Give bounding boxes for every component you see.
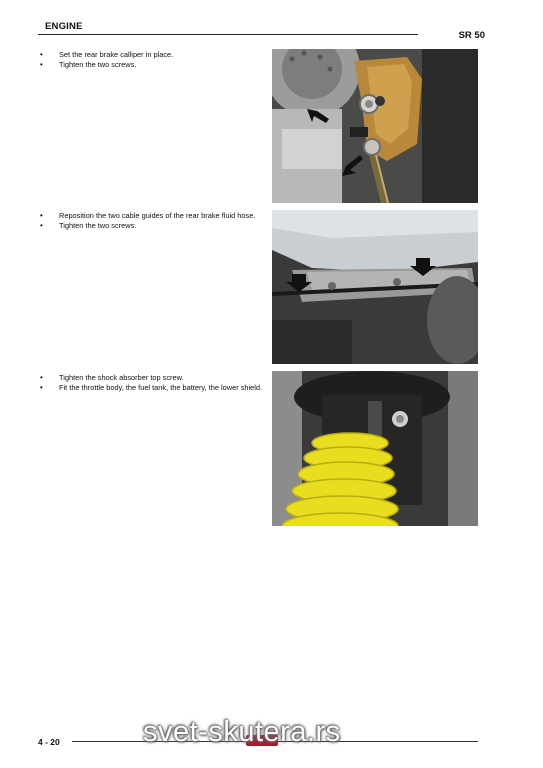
brake-caliper-photo	[272, 49, 478, 203]
step-item: • Tighten the two screws.	[38, 221, 263, 231]
step-item: • Fit the throttle body, the fuel tank, the battery, the lower shield.	[38, 383, 263, 393]
section-title: ENGINE	[45, 21, 83, 32]
step-item: • Tighten the two screws.	[38, 60, 263, 70]
page-number: 4 - 20	[38, 737, 60, 747]
model-label: SR 50	[458, 30, 485, 41]
step-item: • Set the rear brake calliper in place.	[38, 50, 263, 60]
step-list	[38, 211, 263, 230]
step-item: • Tighten the shock absorber top screw.	[38, 373, 263, 383]
cable-guides-photo	[272, 210, 478, 364]
step-list	[38, 373, 263, 392]
step-list	[38, 50, 263, 69]
step-item: • Reposition the two cable guides of the rear brake fluid hose.	[38, 211, 263, 221]
header-rule	[38, 34, 418, 35]
shock-absorber-photo	[272, 371, 478, 526]
watermark: svet-skutera.rs	[143, 716, 341, 748]
